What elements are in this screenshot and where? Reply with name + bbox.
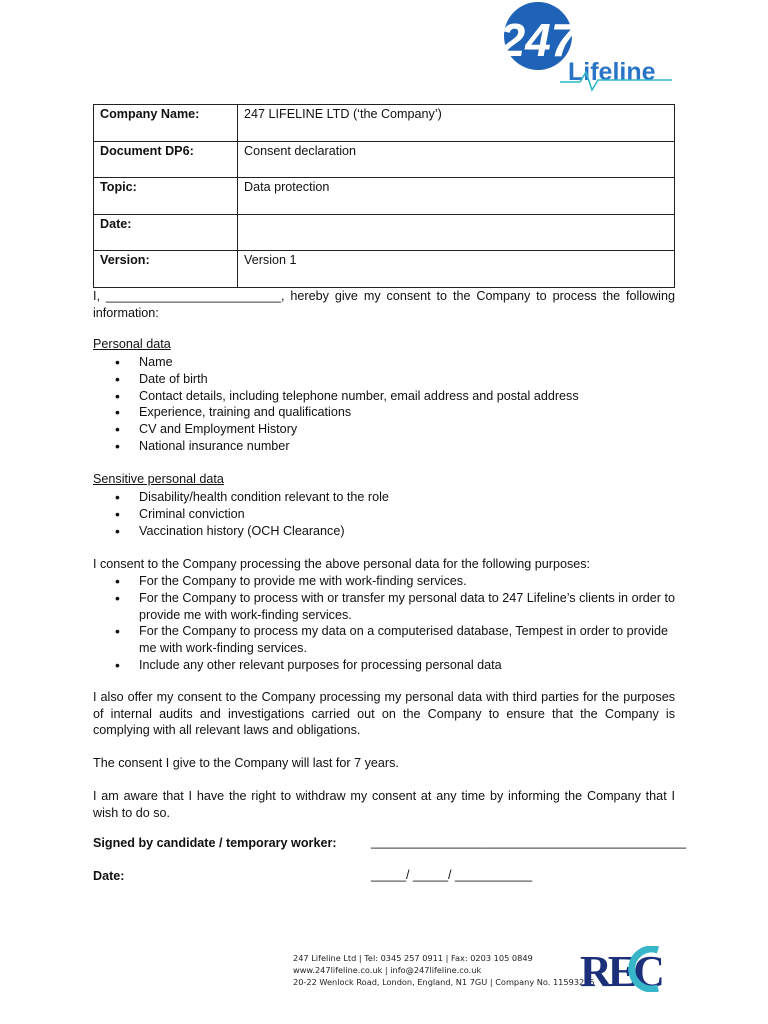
info-value — [238, 214, 675, 251]
bullet-icon: • — [115, 387, 120, 404]
date-line[interactable]: _____/ _____/ ___________ — [371, 868, 533, 882]
info-row — [94, 105, 675, 142]
list-item-text: Vaccination history (OCH Clearance) — [139, 523, 345, 538]
list-item — [93, 623, 675, 657]
signature-line[interactable]: _____________________________________________ — [371, 835, 687, 849]
logo-name: Lifeline — [568, 58, 656, 86]
footer-line-1: 247 Lifeline Ltd | Tel: 0345 257 0911 | Fax: 0203 105 0849 — [293, 953, 533, 963]
duration-paragraph: The consent I give to the Company will last for 7 years. — [93, 756, 399, 770]
info-key: Document DP6: — [94, 141, 238, 178]
list-item-text: Disability/health condition relevant to the role — [139, 490, 389, 504]
list-item-text: Date of birth — [139, 371, 208, 386]
footer-contact — [293, 952, 595, 988]
withdraw-paragraph: I am aware that I have the right to withdraw my consent at any time by informing the Company that I wish to do so. — [93, 789, 675, 820]
third-parties-paragraph: I also offer my consent to the Company processing my personal data with third parties for the purposes of internal audits and investigations carried out on the Company to ensure that the Company is complying with all relevant laws and obligations. — [93, 690, 675, 737]
purposes-list — [93, 573, 675, 674]
bullet-icon: • — [115, 522, 120, 539]
list-item-text: For the Company to provide me with work-finding services. — [139, 574, 467, 588]
list-item — [93, 388, 675, 405]
info-row — [94, 141, 675, 178]
info-value: 247 LIFELINE LTD (‘the Company’) — [238, 105, 675, 142]
list-item-text: For the Company to process with or transfer my personal data to 247 Lifeline’s clients in order to provide me with work-finding services. — [139, 590, 675, 622]
bullet-icon: • — [115, 404, 120, 421]
purposes-intro: I consent to the Company processing the above personal data for the following purposes: — [93, 557, 591, 571]
footer-line-2: www.247lifeline.co.uk | info@247lifeline.co.uk — [293, 965, 482, 975]
info-value: Data protection — [238, 178, 675, 215]
footer-line-3: 20-22 Wenlock Road, London, England, N1 7GU | Company No. 11593285 — [293, 977, 595, 987]
logo-number: 247 — [499, 14, 577, 66]
bullet-icon: • — [115, 354, 120, 370]
list-item — [93, 438, 675, 455]
consent-intro: I, _________________________, hereby give my consent to the Company to process the following information: — [93, 289, 675, 320]
bullet-icon: • — [115, 370, 120, 387]
list-item-text: Name — [139, 355, 173, 369]
rec-logo-text: REC — [580, 947, 661, 992]
list-item-text: CV and Employment History — [139, 422, 298, 437]
info-row — [94, 251, 675, 288]
info-value: Consent declaration — [238, 141, 675, 178]
bullet-icon: • — [115, 489, 120, 505]
list-item — [93, 523, 675, 540]
sensitive-data-heading: Sensitive personal data — [93, 472, 224, 486]
bullet-icon: • — [115, 421, 120, 438]
personal-data-list — [93, 354, 675, 455]
date-label: Date: — [93, 869, 125, 883]
bullet-icon: • — [115, 505, 120, 522]
company-logo — [490, 0, 680, 92]
info-key: Company Name: — [94, 105, 238, 142]
personal-data-heading: Personal data — [93, 337, 171, 351]
info-value: Version 1 — [238, 251, 675, 288]
list-item — [93, 590, 675, 624]
bullet-icon: • — [115, 623, 120, 640]
list-item — [93, 404, 675, 421]
document-info-table — [93, 104, 675, 288]
info-row — [94, 178, 675, 215]
bullet-icon: • — [115, 589, 120, 606]
info-key: Version: — [94, 251, 238, 288]
list-item-text: National insurance number — [139, 438, 290, 453]
signed-label: Signed by candidate / temporary worker: — [93, 836, 337, 850]
list-item-text: Experience, training and qualifications — [139, 405, 352, 420]
list-item-text: Criminal conviction — [139, 506, 245, 521]
list-item-text: Contact details, including telephone number, email address and postal address — [139, 388, 579, 403]
list-item — [93, 489, 675, 506]
list-item — [93, 506, 675, 523]
info-row — [94, 214, 675, 251]
info-key: Date: — [94, 214, 238, 251]
list-item — [93, 421, 675, 438]
list-item — [93, 573, 675, 590]
list-item — [93, 354, 675, 371]
bullet-icon: • — [115, 656, 120, 673]
list-item — [93, 371, 675, 388]
sensitive-data-list — [93, 489, 675, 539]
bullet-icon: • — [115, 437, 120, 454]
list-item-text: Include any other relevant purposes for processing personal data — [139, 657, 502, 672]
list-item-text: For the Company to process my data on a computerised database, Tempest in order to provide me with work-finding services. — [139, 624, 668, 656]
bullet-icon: • — [115, 573, 120, 589]
list-item — [93, 657, 675, 674]
info-key: Topic: — [94, 178, 238, 215]
rec-logo — [580, 946, 675, 992]
